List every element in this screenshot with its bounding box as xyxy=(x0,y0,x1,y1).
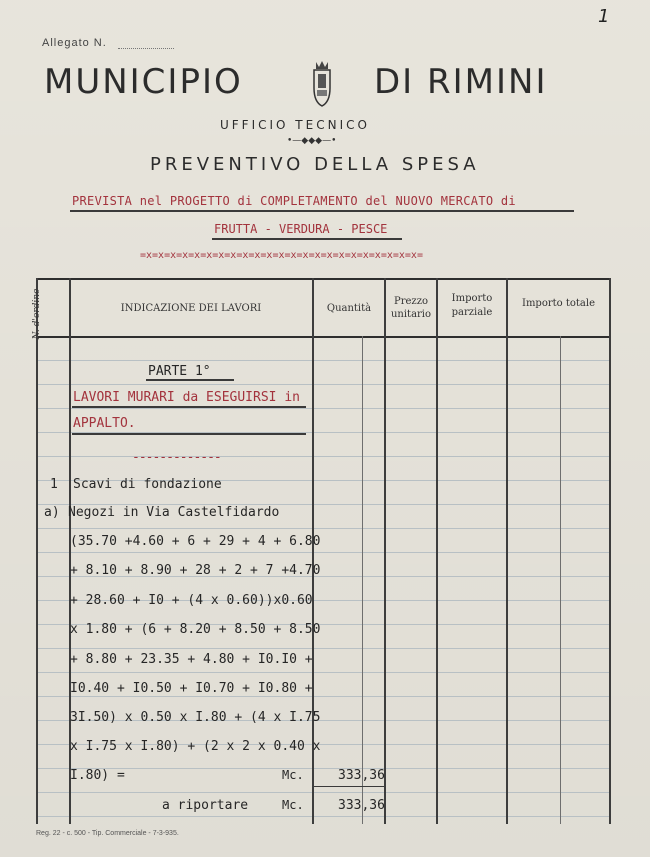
riportare-label: a riportare xyxy=(162,798,249,813)
ruled-line xyxy=(36,408,610,409)
footer-print-info: Reg. 22 - c. 500 - Tip. Commerciale - 7-3-935. xyxy=(36,830,179,837)
subject-line-1: PREVISTA nel PROGETTO di COMPLETAMENTO del NUOVO MERCATO di xyxy=(72,194,516,208)
page-number: 1 xyxy=(598,6,610,27)
calc-line: x 1.80 + (6 + 8.20 + 8.50 + 8.50 xyxy=(70,622,321,637)
allegato-label: Allegato N. xyxy=(42,37,107,49)
lavori-underline-2 xyxy=(72,433,306,435)
ruled-line xyxy=(36,672,610,673)
calc-line: (35.70 +4.60 + 6 + 29 + 4 + 6.80 xyxy=(70,534,321,549)
parte-label: PARTE 1° xyxy=(148,364,211,379)
ruled-line xyxy=(36,816,610,817)
calc-line: + 8.80 + 23.35 + 4.80 + I0.I0 + xyxy=(70,652,313,667)
header-municipio: MUNICIPIO xyxy=(44,62,243,102)
ruled-line xyxy=(36,528,610,529)
calc-line: + 28.60 + I0 + (4 x 0.60))x0.60 xyxy=(70,593,313,608)
ruled-line xyxy=(36,792,610,793)
section-dashes: ------------- xyxy=(132,450,221,465)
ruled-line xyxy=(36,648,610,649)
quantity-value: 333,36 xyxy=(338,768,385,783)
calc-line: + 8.10 + 8.90 + 28 + 2 + 7 +4.70 xyxy=(70,563,321,578)
column-line-left xyxy=(36,278,38,824)
header-ordine: N. d'ordine xyxy=(32,288,42,340)
header-ufficio-tecnico: UFFICIO TECNICO xyxy=(220,118,370,132)
calc-line: I.80) = xyxy=(70,768,125,783)
calc-line: I0.40 + I0.50 + I0.70 + I0.80 + xyxy=(70,681,313,696)
item-number-1: 1 xyxy=(50,477,58,492)
subject-line-2: FRUTTA - VERDURA - PESCE xyxy=(214,222,388,236)
table-header-border xyxy=(36,336,610,338)
header-parziale-1: Importo xyxy=(451,293,493,304)
calc-line: 3I.50) x 0.50 x I.80 + (4 x I.75 xyxy=(70,710,321,725)
ruled-line xyxy=(36,696,610,697)
parte-underline xyxy=(146,379,234,381)
header-prezzo-1: Prezzo xyxy=(394,296,428,307)
calc-line: x I.75 x I.80) + (2 x 2 x 0.40 x xyxy=(70,739,321,754)
riportare-value: 333,36 xyxy=(338,798,385,813)
ruled-line xyxy=(36,552,610,553)
crest-icon xyxy=(308,58,336,108)
table-top-border xyxy=(36,278,610,280)
subject-separator: =x=x=x=x=x=x=x=x=x=x=x=x=x=x=x=x=x=x=x=x=x=x=x= xyxy=(140,250,423,261)
column-line-quantita xyxy=(384,278,386,824)
item-negozi: Negozi in Via Castelfidardo xyxy=(68,505,280,520)
quantity-underline xyxy=(314,786,384,787)
column-line-parziale xyxy=(506,278,508,824)
column-line-prezzo xyxy=(436,278,438,824)
header-parziale-2: parziale xyxy=(451,307,493,318)
subject-underline-2 xyxy=(212,238,402,240)
allegato-blank-line xyxy=(118,48,174,49)
header-quantita: Quantità xyxy=(326,303,372,314)
header-indicazione: INDICAZIONE DEI LAVORI xyxy=(120,303,262,314)
subject-underline-1 xyxy=(70,210,574,212)
ruled-line xyxy=(36,456,610,457)
lavori-line-2: APPALTO. xyxy=(73,416,136,431)
lavori-line-1: LAVORI MURARI da ESEGUIRSI in xyxy=(73,390,300,405)
header-di-rimini: DI RIMINI xyxy=(374,62,548,102)
header-importo-totale: Importo totale xyxy=(522,298,595,309)
item-number-a: a) xyxy=(44,505,60,520)
unit-mc-2: Mc. xyxy=(282,798,304,812)
ornament: •—◆◆◆—• xyxy=(287,136,337,146)
lavori-underline-1 xyxy=(72,406,306,408)
column-line-totale-sub xyxy=(560,336,561,824)
unit-mc: Mc. xyxy=(282,768,304,782)
column-line-right xyxy=(609,278,611,824)
ruled-line xyxy=(36,360,610,361)
item-scavi: Scavi di fondazione xyxy=(73,477,222,492)
ruled-line xyxy=(36,384,610,385)
title-preventivo: PREVENTIVO DELLA SPESA xyxy=(150,154,480,175)
column-line-quantita-sub xyxy=(362,336,363,824)
header-prezzo-2: unitario xyxy=(390,309,432,320)
